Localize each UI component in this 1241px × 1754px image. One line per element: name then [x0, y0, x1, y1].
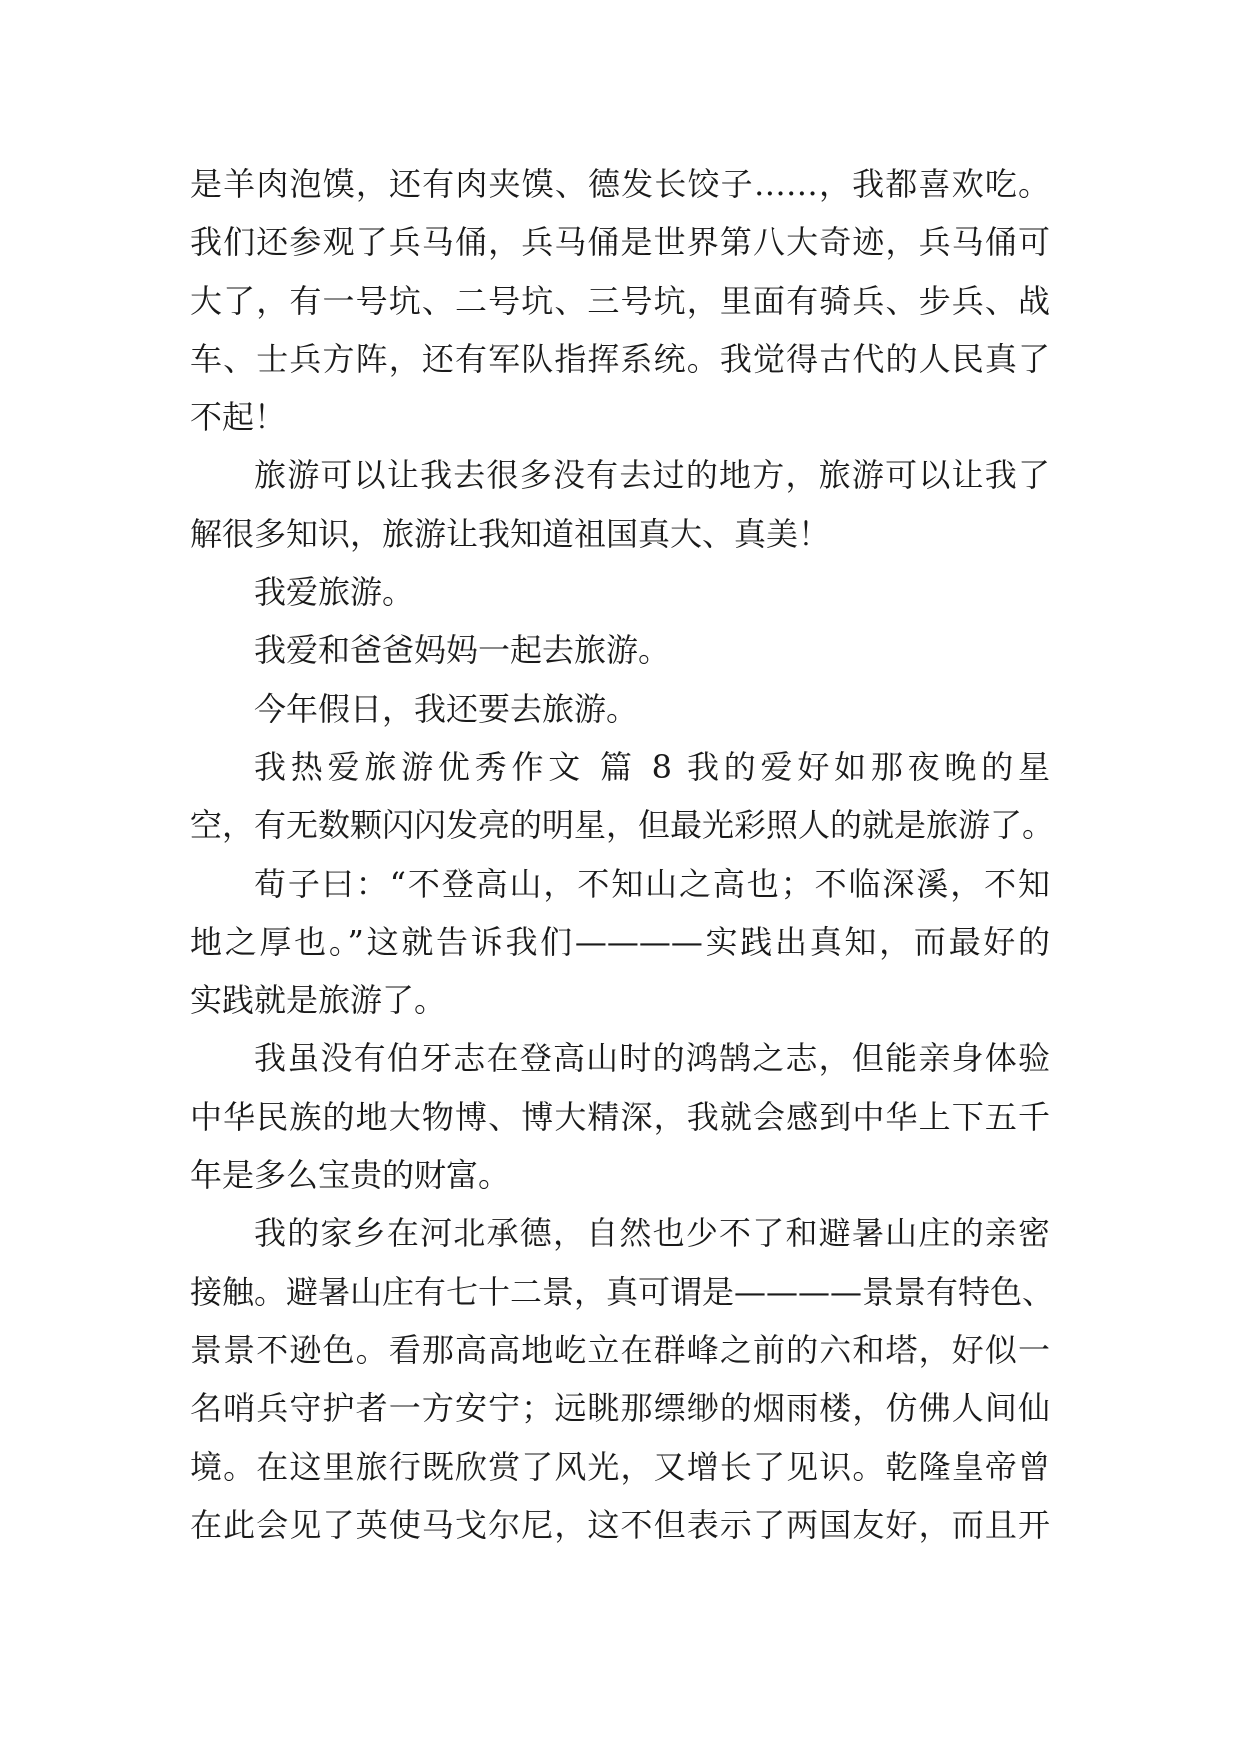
document-page: [190, 155, 1055, 1554]
text-line: 境。在这里旅行既欣赏了风光，又增长了见识。乾隆皇帝曾: [190, 1447, 1050, 1486]
text-line: 解很多知识，旅游让我知道祖国真大、真美！: [190, 514, 831, 553]
text-line: 实践就是旅游了。: [190, 981, 447, 1020]
text-line: 车、士兵方阵，还有军队指挥系统。我觉得古代的人民真了: [190, 339, 1050, 378]
text-line: 是羊肉泡馍，还有肉夹馍、德发长饺子……，我都喜欢吃。: [190, 165, 1050, 203]
text-line: 我热爱旅游优秀作文 篇 8 我的爱好如那夜晚的星: [254, 747, 1050, 786]
text-line: 我爱和爸爸妈妈一起去旅游。: [254, 631, 671, 670]
text-line: 地之厚也。”这就告诉我们————实践出真知，而最好的: [190, 922, 1050, 961]
text-line: 空，有无数颗闪闪发亮的明星，但最光彩照人的就是旅游了。: [190, 806, 1055, 845]
text-line: 我们还参观了兵马俑，兵马俑是世界第八大奇迹，兵马俑可: [190, 223, 1050, 262]
text-line: 接触。避暑山庄有七十二景，真可谓是————景景有特色、: [190, 1272, 1055, 1311]
text-line: 我的家乡在河北承德，自然也少不了和避暑山庄的亲密: [254, 1214, 1050, 1253]
text-line: 荀子曰：“不登高山，不知山之高也；不临深溪，不知: [254, 864, 1050, 903]
text-line: 中华民族的地大物博、博大精深，我就会感到中华上下五千: [190, 1097, 1050, 1136]
text-line: 大了，有一号坑、二号坑、三号坑，里面有骑兵、步兵、战: [190, 281, 1050, 320]
text-line: 今年假日，我还要去旅游。: [254, 689, 639, 728]
text-line: 景景不逊色。看那高高地屹立在群峰之前的六和塔，好似一: [190, 1330, 1050, 1369]
text-line: 在此会见了英使马戈尔尼，这不但表示了两国友好，而且开: [190, 1505, 1050, 1544]
text-line: 年是多么宝贵的财富。: [190, 1156, 511, 1195]
text-line: 旅游可以让我去很多没有去过的地方，旅游可以让我了: [254, 456, 1050, 495]
text-line: 名哨兵守护者一方安宁；远眺那缥缈的烟雨楼，仿佛人间仙: [190, 1389, 1050, 1428]
text-line: 我虽没有伯牙志在登高山时的鸿鹄之志，但能亲身体验: [254, 1039, 1050, 1078]
text-line: 我爱旅游。: [254, 573, 415, 612]
text-line: 不起！: [190, 398, 287, 437]
